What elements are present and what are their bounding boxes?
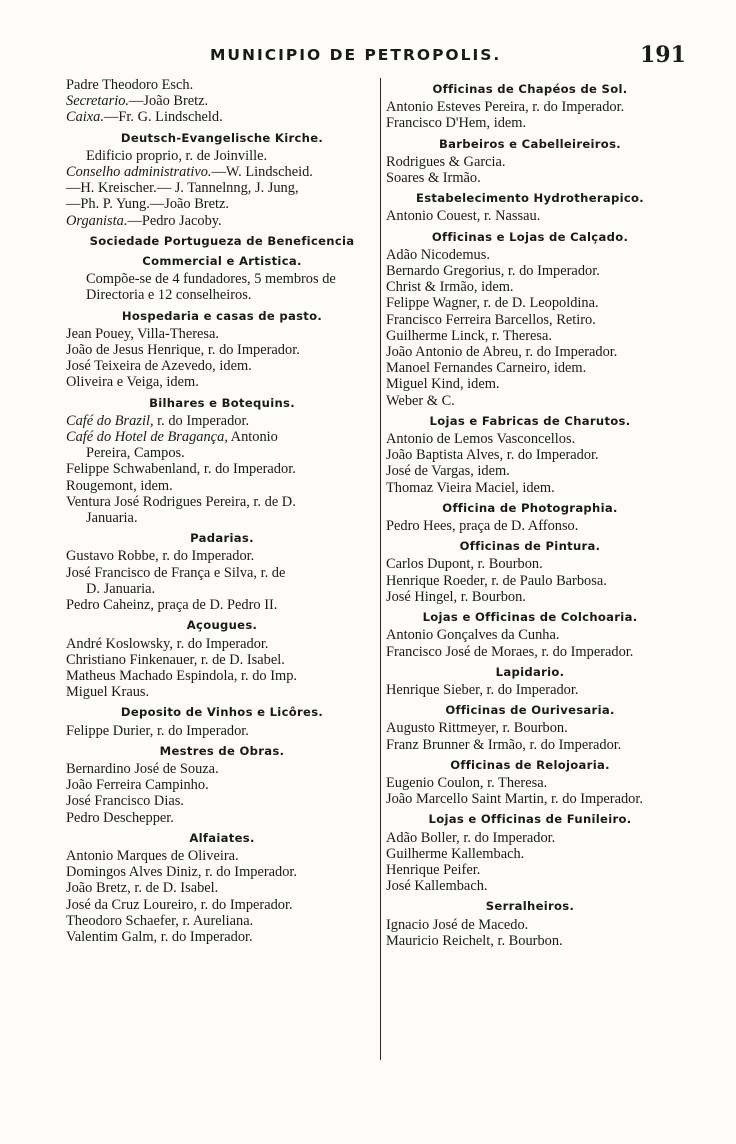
right-column (386, 77, 674, 949)
entry-line: João Marcello Saint Martin, r. do Imperador. (386, 791, 643, 808)
entry-line (66, 109, 378, 125)
entry-line: Valentim Galm, r. do Imperador. (66, 928, 253, 945)
entry-line (66, 429, 378, 445)
entry-line: Pedro Hees, praça de D. Affonso. (386, 518, 579, 535)
entry-line: —H. Kreischer.— J. Tannelnng, J. Jung, (66, 180, 299, 197)
entry-line: Antonio Marques de Oliveira. (66, 847, 239, 864)
entry-line: Matheus Machado Espindola, r. do Imp. (66, 667, 298, 684)
entry-line: Manoel Fernandes Carneiro, idem. (386, 360, 587, 377)
page-title: MUNICIPIO DE PETROPOLIS. (210, 46, 502, 64)
entry-line: Henrique Peifer. (386, 861, 481, 878)
entry-role: Caixa. (66, 109, 104, 126)
section-heading: Lojas e Officinas de Colchoaria. (422, 610, 638, 625)
entry-line: Oliveira e Veiga, idem. (66, 374, 199, 391)
entry-line: André Koslowsky, r. do Imperador. (66, 635, 269, 652)
section-heading: Officinas de Pintura. (459, 539, 601, 554)
entry-line: Christiano Finkenauer, r. de D. Isabel. (66, 651, 285, 668)
section-heading: Officinas e Lojas de Calçado. (431, 229, 629, 244)
entry-text: Antonio (227, 429, 278, 446)
entry-line: Franz Brunner & Irmão, r. do Imperador. (386, 736, 622, 753)
section-heading: Lojas e Officinas de Funileiro. (428, 812, 632, 827)
section-heading: Deposito de Vinhos e Licôres. (120, 705, 324, 720)
entry-line (66, 164, 378, 180)
entry-role: Conselho administrativo. (66, 164, 212, 181)
entry-line: Pedro Deschepper. (66, 809, 174, 826)
entry-line: Weber & C. (386, 392, 455, 409)
entry-line: Jean Pouey, Villa-Theresa. (66, 325, 219, 342)
entry-line: Francisco José de Moraes, r. do Imperador. (386, 643, 634, 660)
entry-line: Miguel Kraus. (66, 684, 150, 701)
section-heading: Açougues. (186, 618, 258, 633)
section-heading: Officinas de Chapéos de Sol. (432, 82, 628, 96)
entry-line: João Bretz, r. de D. Isabel. (66, 880, 219, 897)
entry-line: Ventura José Rodrigues Pereira, r. de D. (66, 493, 296, 510)
entry-line (66, 93, 378, 109)
entry-line: Mauricio Reichelt, r. Bourbon. (386, 932, 563, 949)
section-heading: Lojas e Fabricas de Charutos. (429, 413, 631, 428)
section-heading: Mestres de Obras. (159, 743, 285, 758)
entry-line: João Baptista Alves, r. do Imperador. (386, 447, 599, 464)
entry-line: José da Cruz Loureiro, r. do Imperador. (66, 896, 293, 913)
entry-role: Organista. (66, 212, 128, 229)
section-heading: Deutsch-Evangelische Kirche. (120, 130, 324, 145)
entry-line: João Ferreira Campinho. (66, 777, 209, 794)
entry-line: Miguel Kind, idem. (386, 376, 500, 393)
left-column (66, 77, 378, 945)
entry-line: Rodrigues & Garcia. (386, 153, 506, 170)
entry-line: Padre Theodoro Esch. (66, 77, 194, 93)
entry-line: Carlos Dupont, r. Bourbon. (386, 556, 543, 573)
entry-text: —Fr. G. Lindscheld. (103, 109, 223, 126)
entry-line: Henrique Sieber, r. do Imperador. (386, 681, 579, 698)
entry-role: Café do Brazil, (66, 412, 154, 429)
entry-line: Soares & Irmão. (386, 170, 481, 187)
entry-line: Theodoro Schaefer, r. Aureliana. (66, 912, 254, 929)
entry-line: Compõe-se de 4 fundadores, 5 membros de (86, 271, 336, 288)
entry-role: Café do Hotel de Bragança, (66, 429, 228, 446)
entry-text: —W. Lindscheid. (211, 164, 313, 181)
section-heading: Officinas de Relojoaria. (450, 757, 610, 772)
entry-line: Thomaz Vieira Maciel, idem. (386, 479, 555, 496)
entry-line: Bernardino José de Souza. (66, 760, 219, 777)
entry-line: José de Vargas, idem. (386, 463, 510, 480)
entry-line: Francisco D'Hem, idem. (386, 115, 527, 132)
entry-line: Pedro Caheinz, praça de D. Pedro II. (66, 597, 278, 614)
entry-line: Directoria e 12 conselheiros. (86, 287, 252, 304)
entry-text: —João Bretz. (129, 93, 209, 110)
entry-line: Christ & Irmão, idem. (386, 279, 514, 296)
entry-line: Antonio Couest, r. Nassau. (386, 208, 541, 225)
entry-line (66, 213, 378, 229)
entry-line: Edificio proprio, r. de Joinville. (86, 147, 268, 164)
entry-line: Felippe Wagner, r. de D. Leopoldina. (386, 295, 599, 312)
entry-line: D. Januaria. (86, 580, 156, 597)
entry-line: Eugenio Coulon, r. Theresa. (386, 774, 548, 791)
section-heading: Serralheiros. (485, 899, 575, 914)
entry-line: Pereira, Campos. (86, 445, 185, 462)
entry-line: Adão Boller, r. do Imperador. (386, 829, 556, 846)
section-heading: Commercial e Artistica. (142, 254, 302, 269)
section-heading: Lapidario. (495, 664, 565, 679)
entry-line: Januaria. (86, 510, 138, 527)
entry-line: Felippe Schwabenland, r. do Imperador. (66, 461, 296, 478)
entry-line: Henrique Roeder, r. de Paulo Barbosa. (386, 572, 607, 589)
entry-line: Felippe Durier, r. do Imperador. (66, 722, 249, 739)
entry-line: Antonio Esteves Pereira, r. do Imperador. (386, 99, 625, 116)
entry-line: Augusto Rittmeyer, r. Bourbon. (386, 720, 568, 737)
entry-line: José Hingel, r. Bourbon. (386, 588, 526, 605)
entry-line: José Francisco Dias. (66, 793, 184, 810)
entry-line: Bernardo Gregorius, r. do Imperador. (386, 263, 600, 280)
page-header (0, 42, 736, 70)
entry-line (66, 413, 378, 429)
entry-line: Guilherme Kallembach. (386, 845, 525, 862)
entry-line: Francisco Ferreira Barcellos, Retiro. (386, 311, 596, 328)
section-heading: Alfaiates. (189, 830, 255, 845)
entry-line: José Francisco de França e Silva, r. de (66, 564, 286, 581)
entry-line: Rougemont, idem. (66, 477, 173, 494)
page-number: 191 (640, 42, 686, 68)
section-heading: Barbeiros e Cabelleireiros. (439, 136, 621, 151)
section-heading: Bilhares e Botequins. (149, 395, 295, 410)
entry-line: João Antonio de Abreu, r. do Imperador. (386, 344, 618, 361)
entry-line: Ignacio José de Macedo. (386, 916, 529, 933)
entry-line: Gustavo Robbe, r. do Imperador. (66, 548, 255, 565)
entry-line: —Ph. P. Yung.—João Bretz. (66, 196, 229, 213)
entry-line: Antonio de Lemos Vasconcellos. (386, 431, 576, 448)
section-heading: Sociedade Portugueza de Beneficencia (89, 233, 355, 248)
section-heading: Officina de Photographia. (442, 500, 618, 515)
section-heading: Officinas de Ourivesaria. (445, 703, 615, 718)
entry-line: Antonio Gonçalves da Cunha. (386, 627, 560, 644)
column-divider (380, 78, 381, 1060)
section-heading: Hospedaria e casas de pasto. (121, 308, 323, 323)
entry-line: João de Jesus Henrique, r. do Imperador. (66, 342, 300, 359)
entry-line: Domingos Alves Diniz, r. do Imperador. (66, 864, 298, 881)
entry-line: José Kallembach. (386, 878, 488, 895)
entry-text: r. do Imperador. (153, 412, 250, 429)
entry-role: Secretario. (66, 93, 130, 110)
section-heading: Padarias. (190, 531, 254, 546)
section-heading: Estabelecimento Hydrotherapico. (415, 191, 645, 206)
entry-line: José Teixeira de Azevedo, idem. (66, 358, 252, 375)
entry-line: Guilherme Linck, r. Theresa. (386, 327, 552, 344)
entry-line: Adão Nicodemus. (386, 246, 490, 263)
entry-text: —Pedro Jacoby. (127, 212, 222, 229)
